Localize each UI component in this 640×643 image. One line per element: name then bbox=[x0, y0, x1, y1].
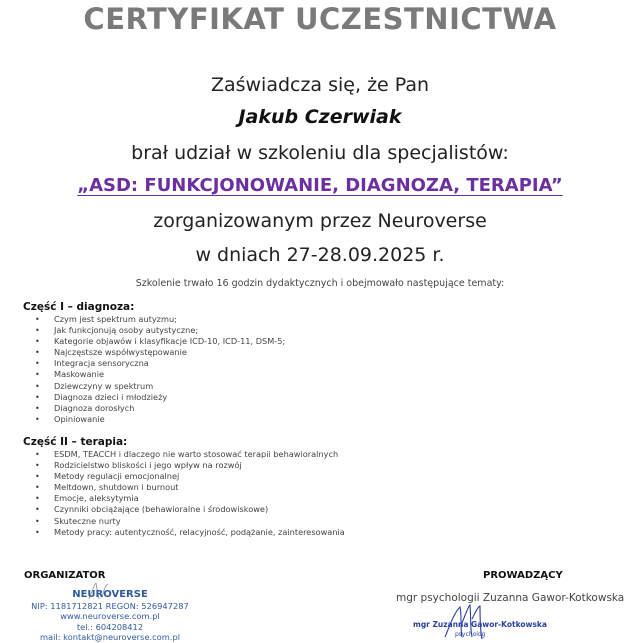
section-heading: Część I – diagnoza: bbox=[23, 301, 135, 313]
signature-stamp: mgr Zuzanna Gawor-Kotkowska bbox=[413, 620, 547, 629]
section-diagnosis bbox=[23, 301, 623, 425]
organizer-text: zorganizowanym przez Neuroverse bbox=[153, 210, 487, 232]
list-item: • ESDM, TEACCH i dlaczego nie warto stosować terapii behawioralnych bbox=[23, 449, 623, 460]
list-item: • Meltdown, shutdown i burnout bbox=[23, 482, 623, 493]
topic-list bbox=[23, 314, 623, 425]
certificate-title: CERTYFIKAT UCZESTNICTWA bbox=[83, 2, 557, 36]
duration-text: Szkolenie trwało 16 godzin dydaktycznych i obejmowało następujące tematy: bbox=[135, 278, 505, 289]
list-item: • Rodzicielstwo bliskości i jego wpływ na rozwój bbox=[23, 460, 623, 471]
list-item: • Diagnoza dzieci i młodzieży bbox=[23, 392, 623, 403]
topic-list bbox=[23, 449, 623, 538]
list-item: • Metody pracy: autentyczność, relacyjność, podążanie, zainteresowania bbox=[23, 527, 623, 538]
lead-name: mgr psychologii Zuzanna Gawor-Kotkowska bbox=[396, 592, 625, 604]
stamp-email: mail: kontakt@neuroverse.com.pl bbox=[39, 632, 181, 642]
organizer-label: ORGANIZATOR bbox=[24, 570, 106, 581]
list-item: • Dziewczyny w spektrum bbox=[23, 381, 623, 392]
dates-text: w dniach 27-28.09.2025 r. bbox=[195, 244, 445, 266]
participant-name: Jakub Czerwiak bbox=[238, 106, 402, 128]
section-therapy bbox=[23, 436, 623, 538]
intro-text: Zaświadcza się, że Pan bbox=[210, 74, 430, 96]
participation-text: brał udział w szkoleniu dla specjalistów: bbox=[131, 142, 509, 164]
stamp-website: www.neuroverse.com.pl bbox=[60, 611, 160, 621]
list-item: • Emocje, aleksytymia bbox=[23, 493, 623, 504]
list-item: • Maskowanie bbox=[23, 369, 623, 380]
list-item: • Najczęstsze współwystępowanie bbox=[23, 347, 623, 358]
signature-subtitle: psycholog bbox=[455, 631, 486, 638]
organizer-stamp bbox=[30, 590, 190, 643]
list-item: • Kategorie objawów i klasyfikacje ICD-10, ICD-11, DSM-5; bbox=[23, 336, 623, 347]
course-title: „ASD: FUNKCJONOWANIE, DIAGNOZA, TERAPIA” bbox=[77, 175, 563, 196]
stamp-brand: NEUROVERSE bbox=[72, 589, 148, 600]
list-item: • Opiniowanie bbox=[23, 414, 623, 425]
list-item: • Metody regulacji emocjonalnej bbox=[23, 471, 623, 482]
list-item: • Jak funkcjonują osoby autystyczne; bbox=[23, 325, 623, 336]
list-item: • Czym jest spektrum autyzmu; bbox=[23, 314, 623, 325]
stamp-ids: NIP: 1181712821 REGON: 526947287 bbox=[31, 600, 189, 611]
list-item: • Skuteczne nurty bbox=[23, 516, 623, 527]
list-item: • Integracja sensoryczna bbox=[23, 358, 623, 369]
stamp-phone: tel.: 604208412 bbox=[76, 621, 144, 632]
list-item: • Czynniki obciążające (behawioralne i środowiskowe) bbox=[23, 504, 623, 515]
list-item: • Diagnoza dorosłych bbox=[23, 403, 623, 414]
section-heading: Część II – terapia: bbox=[23, 436, 128, 448]
lead-label: PROWADZĄCY bbox=[483, 570, 563, 581]
